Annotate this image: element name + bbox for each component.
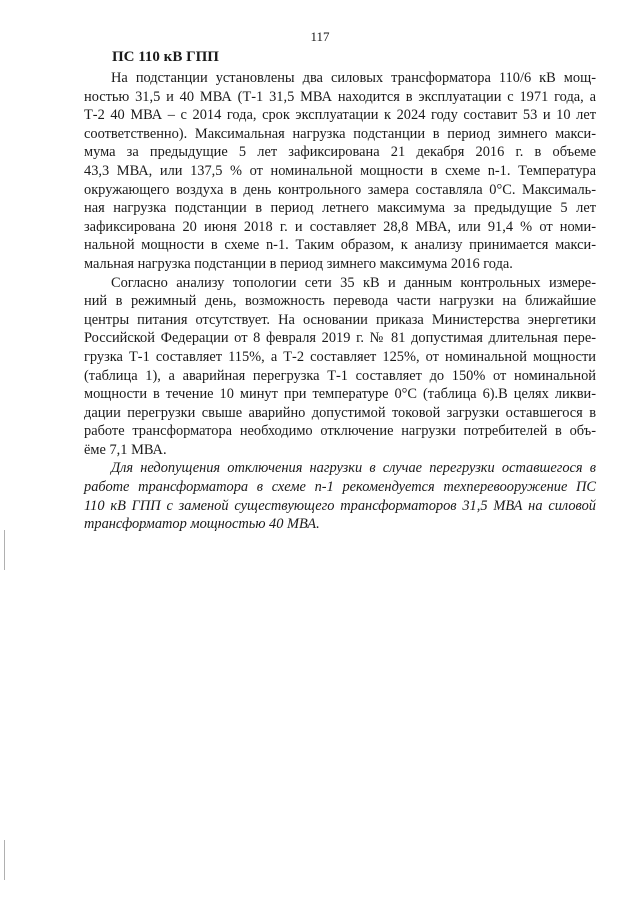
text-line: 110 кВ ГПП с заменой существующего трансформаторов 31,5 МВА на силовой xyxy=(84,497,596,514)
text-line: Т-2 40 МВА – с 2014 года, срок эксплуатации к 2024 году составит 53 и 10 лет xyxy=(84,107,596,124)
text-line: ний в режимный день, возможность перевода части нагрузки на ближайшие xyxy=(84,293,596,310)
scan-margin-mark xyxy=(4,840,5,880)
text-line: зафиксирована 20 июня 2018 г. и составляет 28,8 МВА, или 91,4 % от номи- xyxy=(84,218,596,235)
text-line: центры питания отсутствует. На основании приказа Министерства энергетики xyxy=(84,311,596,328)
text-line: Согласно анализу топологии сети 35 кВ и данным контрольных измере- xyxy=(111,274,596,291)
text-line: Для недопущения отключения нагрузки в случае перегрузки оставшегося в xyxy=(111,460,596,477)
text-line: окружающего воздуха в день контрольного замера составляла 0°С. Максималь- xyxy=(84,181,596,198)
text-line: 43,3 МВА, или 137,5 % от номинальной мощности в схеме n-1. Температура xyxy=(84,162,596,179)
text-line: нальной мощности в схеме n-1. Таким образом, к анализу принимается макси- xyxy=(84,237,596,254)
text-line: мума за предыдущие 5 лет зафиксирована 21 декабря 2016 г. в объеме xyxy=(84,144,596,161)
text-line: мальная нагрузка подстанции в период зимнего максимума 2016 года. xyxy=(84,255,513,272)
page-number: 117 xyxy=(310,29,330,44)
text-line: мощности в течение 10 минут при температуре 0°С (таблица 6).В целях ликви- xyxy=(84,386,596,403)
paragraph-recommendation xyxy=(84,459,596,533)
text-line: дации перегрузки свыше аварийно допустимой токовой загрузки оставшегося в xyxy=(84,404,596,421)
text-line: На подстанции установлены два силовых трансформатора 110/6 кВ мощ- xyxy=(111,70,596,86)
paragraph-topology xyxy=(84,274,596,460)
text-line: трансформатор мощностью 40 МВА. xyxy=(84,516,320,533)
text-line: соответственно). Максимальная нагрузка подстанции в период зимнего макси- xyxy=(84,125,596,142)
text-line: работе трансформатора необходимо отключение нагрузки потребителей в объ- xyxy=(84,423,596,440)
text-line: ностью 31,5 и 40 МВА (Т-1 31,5 МВА находится в эксплуатации с 1971 года, а xyxy=(84,88,596,105)
text-line: (таблица 1), а аварийная перегрузка Т-1 составляет до 150% от номинальной xyxy=(84,367,596,384)
text-line: ёме 7,1 МВА. xyxy=(84,441,167,458)
text-line: работе трансформатора в схеме n-1 рекомендуется техперевооружение ПС xyxy=(84,479,596,496)
text-line: Российской Федерации от 8 февраля 2019 г. № 81 допустимая длительная пере- xyxy=(84,330,596,347)
text-line: ная нагрузка подстанции в период летнего максимума за предыдущие 5 лет xyxy=(84,200,596,217)
paragraph-transformers xyxy=(84,69,596,274)
scan-margin-mark xyxy=(4,530,5,570)
body-text xyxy=(84,69,596,534)
section-heading: ПС 110 кВ ГПП xyxy=(112,49,219,65)
text-line: грузка Т-1 составляет 115%, а Т-2 составляет 125%, от номинальной мощности xyxy=(84,348,596,365)
